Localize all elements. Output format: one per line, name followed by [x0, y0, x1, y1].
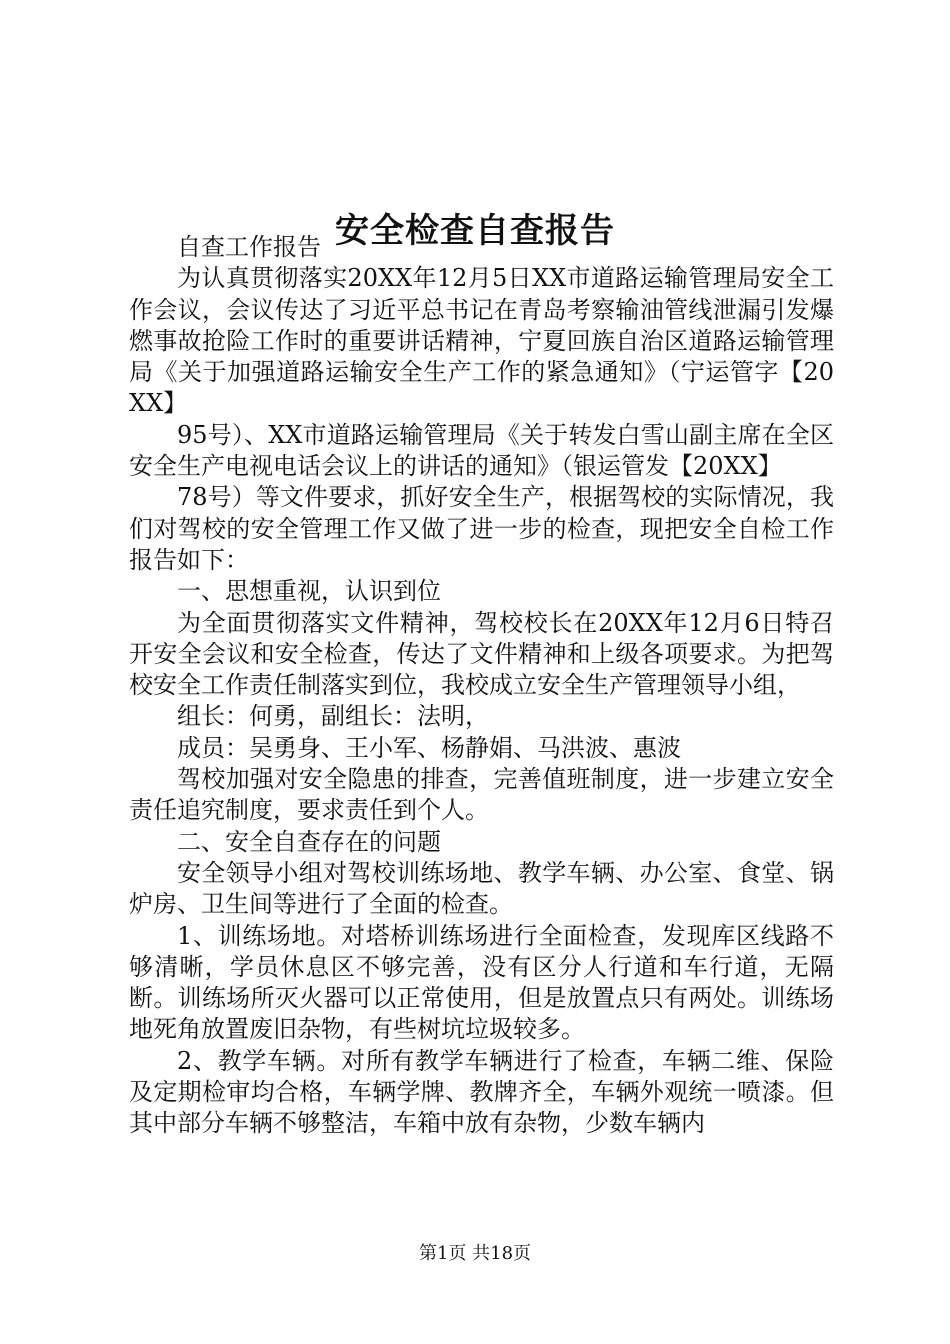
- page-number: 第1页 共18页: [418, 1243, 532, 1264]
- paragraph: 为认真贯彻落实20XX年12月5日XX市道路运输管理局安全工作会议，会议传达了习近平总书记在青岛考察输油管线泄漏引发爆燃事故抢险工作时的重要讲话精神，宁夏回族自治区道路运输管理局《关于加强道路运输安全生产工作的紧急通知》（宁运管字【20XX】: [129, 264, 834, 418]
- paragraph: 78号）等文件要求，抓好安全生产，根据驾校的实际情况，我们对驾校的安全管理工作又做了进一步的检查，现把安全自检工作报告如下：: [129, 483, 834, 574]
- document-body: [129, 232, 834, 1140]
- paragraph: 组长：何勇，副组长：法明，: [177, 702, 489, 731]
- paragraph: 为全面贯彻落实文件精神，驾校校长在20XX年12月6日特召开安全会议和安全检查，传达了文件精神和上级各项要求。为把驾校安全工作责任制落实到位，我校成立安全生产管理领导小组，: [129, 608, 834, 700]
- paragraph: 安全领导小组对驾校训练场地、教学车辆、办公室、食堂、锅炉房、卫生间等进行了全面的检查。: [129, 858, 834, 919]
- paragraph: 2、教学车辆。对所有教学车辆进行了检查，车辆二维、保险及定期检审均合格，车辆学牌、教牌齐全，车辆外观统一喷漆。但其中部分车辆不够整洁，车箱中放有杂物，少数车辆内: [129, 1046, 834, 1138]
- section-heading: 二、安全自查存在的问题: [177, 827, 441, 856]
- paragraph: 95号）、XX市道路运输管理局《关于转发白雪山副主席在全区安全生产电视电话会议上的讲话的通知》（银运管发【20XX】: [129, 420, 834, 481]
- paragraph: 1、训练场地。对塔桥训练场进行全面检查，发现库区线路不够清晰，学员休息区不够完善，没有区分人行道和车行道，无隔断。训练场所灭火器可以正常使用，但是放置点只有两处。训练场地死角放置废旧杂物，有些树坑垃圾较多。: [129, 921, 834, 1044]
- section-heading: 一、思想重视，认识到位: [177, 577, 441, 606]
- paragraph: 自查工作报告: [177, 233, 321, 261]
- document-title: 安全检查自查报告: [335, 210, 615, 251]
- paragraph: 驾校加强对安全隐患的排查，完善值班制度，进一步建立安全责任追究制度，要求责任到个人。: [129, 765, 834, 825]
- paragraph: 成员：吴勇身、王小军、杨静娟、马洪波、惠波: [177, 733, 681, 762]
